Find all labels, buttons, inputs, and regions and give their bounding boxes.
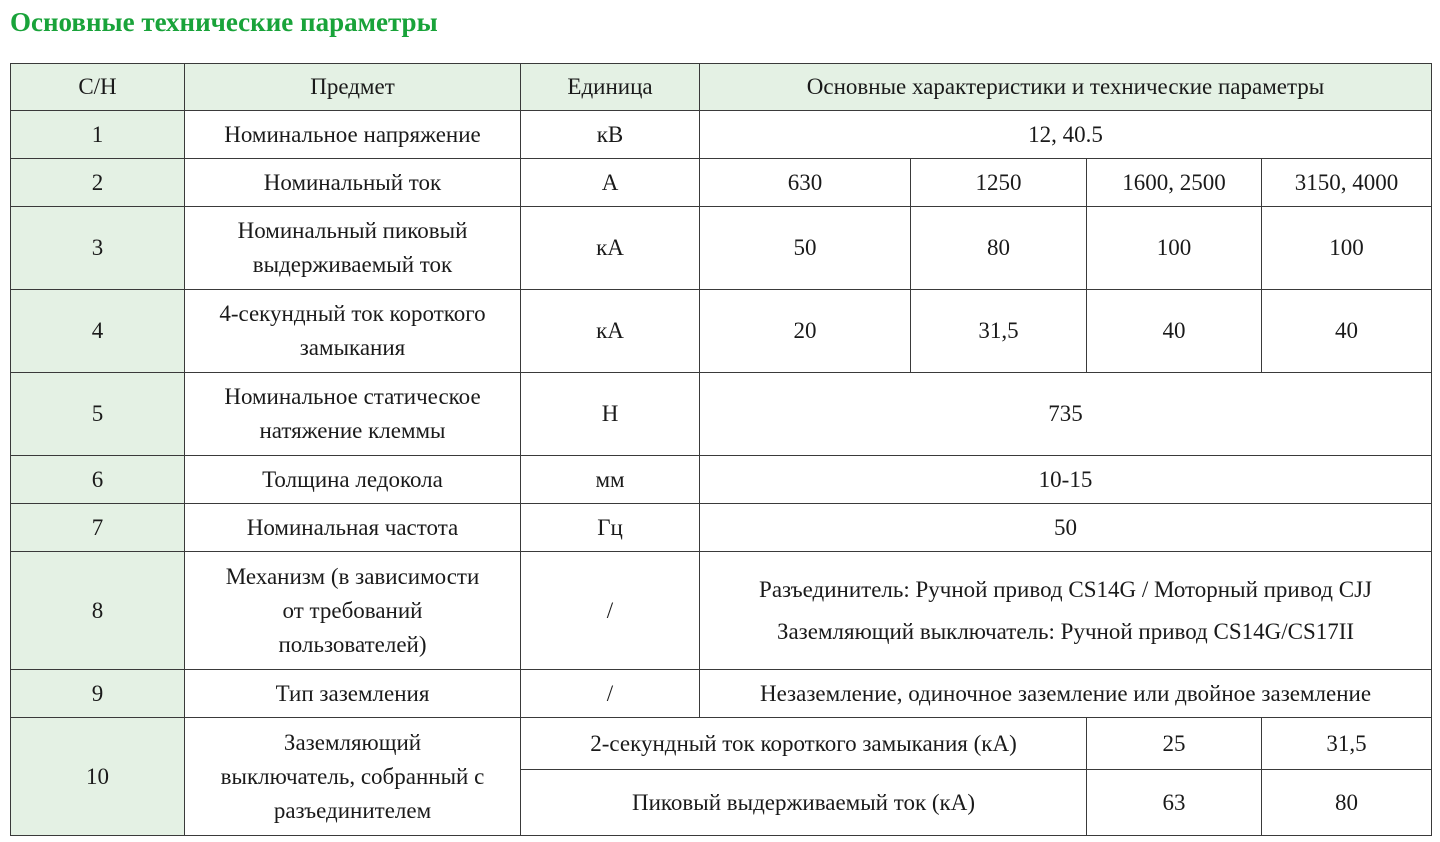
row-item: [185, 718, 521, 836]
row-value: Незаземление, одиночное заземление или двойное заземление: [700, 670, 1432, 718]
row-item-line: 4-секундный ток короткого: [219, 301, 486, 326]
row-item: Номинальная частота: [185, 504, 521, 552]
table-row: [11, 159, 1432, 207]
row-sn: 9: [11, 670, 185, 718]
row-value-3: 100: [1087, 207, 1262, 290]
row-sn: 4: [11, 290, 185, 373]
row-value: 12, 40.5: [700, 111, 1432, 159]
spec-table: [10, 63, 1432, 836]
row-value: 50: [700, 504, 1432, 552]
row-unit: кА: [521, 290, 700, 373]
row-item: [185, 290, 521, 373]
table-row: [11, 111, 1432, 159]
row-item-line: от требований: [282, 597, 423, 623]
row-value-line: Разъединитель: Ручной привод CS14G / Моторный привод CJJ: [759, 576, 1372, 602]
row-unit: А: [521, 159, 700, 207]
row-unit: Гц: [521, 504, 700, 552]
row-item: Тип заземления: [185, 670, 521, 718]
row-item-line: выдерживаемый ток: [252, 252, 453, 277]
row-value-2: 31,5: [1262, 718, 1432, 770]
row-unit: кВ: [521, 111, 700, 159]
row-item-line: Заземляющий: [283, 729, 422, 755]
row-item: Номинальный ток: [185, 159, 521, 207]
row-item-line: Номинальное статическое: [224, 384, 481, 409]
row-unit: /: [521, 552, 700, 670]
table-header-row: [11, 64, 1432, 111]
table-row: [11, 552, 1432, 670]
row-value-4: 40: [1262, 290, 1432, 373]
row-item-line: выключатель, собранный с: [220, 763, 485, 789]
row-item-line: Механизм (в зависимости: [225, 563, 480, 589]
row-unit: Н: [521, 373, 700, 456]
row-sn: 8: [11, 552, 185, 670]
row-value-4: 100: [1262, 207, 1432, 290]
row-sn: 6: [11, 456, 185, 504]
row-value-2: 80: [911, 207, 1087, 290]
row-item: [185, 373, 521, 456]
header-unit: Единица: [521, 64, 700, 111]
row-item: Толщина ледокола: [185, 456, 521, 504]
row-item-line: натяжение клеммы: [259, 418, 446, 443]
row-sub-label: Пиковый выдерживаемый ток (кА): [521, 770, 1087, 836]
header-sn: С/Н: [11, 64, 185, 111]
row-value-1: 630: [700, 159, 911, 207]
row-item-line: замыкания: [299, 335, 406, 360]
row-sn: 5: [11, 373, 185, 456]
table-row: [11, 290, 1432, 373]
header-params: Основные характеристики и технические параметры: [700, 64, 1432, 111]
row-value: [700, 552, 1432, 670]
row-value-3: 1600, 2500: [1087, 159, 1262, 207]
header-item: Предмет: [185, 64, 521, 111]
row-value-1: 20: [700, 290, 911, 373]
table-row: [11, 456, 1432, 504]
row-sn: 10: [11, 718, 185, 836]
row-value-2: 1250: [911, 159, 1087, 207]
row-unit: /: [521, 670, 700, 718]
table-row: [11, 670, 1432, 718]
row-value: 735: [700, 373, 1432, 456]
row-value-4: 3150, 4000: [1262, 159, 1432, 207]
row-value-1: 63: [1087, 770, 1262, 836]
row-item: [185, 207, 521, 290]
row-value-1: 25: [1087, 718, 1262, 770]
row-value-1: 50: [700, 207, 911, 290]
row-sub-label: 2-секундный ток короткого замыкания (кА): [521, 718, 1087, 770]
row-item-line: Номинальный пиковый: [237, 218, 468, 243]
row-value-line: Заземляющий выключатель: Ручной привод CS14G/CS17II: [776, 618, 1355, 644]
table-row: [11, 504, 1432, 552]
row-item: Номинальное напряжение: [185, 111, 521, 159]
page-title: Основные технические параметры: [10, 7, 438, 37]
row-sn: 1: [11, 111, 185, 159]
row-item-line: пользователей): [278, 631, 427, 657]
row-value: 10-15: [700, 456, 1432, 504]
row-value-2: 80: [1262, 770, 1432, 836]
row-sn: 7: [11, 504, 185, 552]
row-value-2: 31,5: [911, 290, 1087, 373]
table-row: [11, 718, 1432, 770]
row-unit: мм: [521, 456, 700, 504]
table-row: [11, 207, 1432, 290]
table-row: [11, 373, 1432, 456]
row-value-3: 40: [1087, 290, 1262, 373]
row-sn: 2: [11, 159, 185, 207]
row-sn: 3: [11, 207, 185, 290]
row-item: [185, 552, 521, 670]
row-unit: кА: [521, 207, 700, 290]
row-item-line: разъединителем: [273, 797, 432, 823]
